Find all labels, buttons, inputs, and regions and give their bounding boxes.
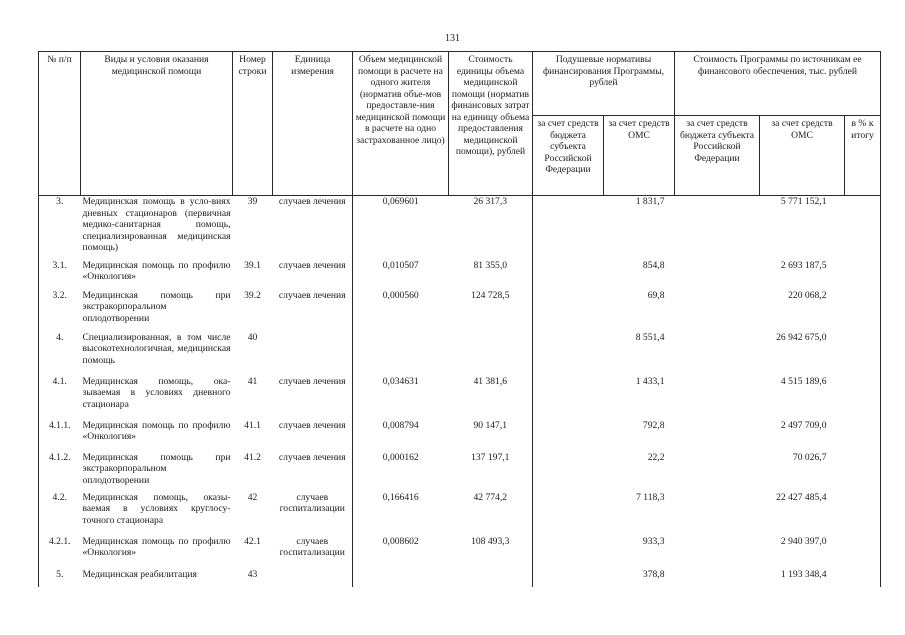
row-program-pct (845, 196, 881, 260)
row-line: 41.2 (244, 451, 261, 463)
row-name: Медицинская помощь, оказы-ваемая в условиях круглосу-точного стационара (82, 491, 231, 526)
row-program-budget (675, 420, 760, 452)
row-unit: случаев лечения (278, 196, 346, 207)
row-volume: 0,166416 (353, 492, 449, 536)
row-name: Медицинская помощь по профилю «Онкология» (82, 419, 231, 442)
page-number: 131 (445, 33, 460, 44)
row-number: 3. (39, 196, 81, 260)
row-program-pct (845, 452, 881, 492)
row-program-oms: 220 068,2 (788, 289, 827, 301)
row-percap-oms: 792,8 (642, 419, 665, 431)
row-number: 4.1. (39, 376, 81, 420)
row-name: Медицинская помощь по профилю «Онкология» (82, 535, 231, 558)
row-unit: случаев госпитализации (279, 535, 345, 558)
table-row (39, 536, 881, 569)
row-program-budget (675, 452, 760, 492)
table-row (39, 452, 881, 492)
header-percap-oms: за счет средств ОМС (604, 116, 675, 196)
row-percap-oms: 933,3 (642, 535, 665, 547)
header-program-oms: за счет средств ОМС (760, 116, 845, 196)
row-cost: 137 197,1 (471, 451, 510, 463)
row-line: 42.1 (244, 535, 261, 547)
row-number: 5. (39, 569, 81, 587)
row-unit (273, 332, 353, 376)
row-name: Медицинская помощь при экстракорпоральном оплодотворении (82, 289, 231, 324)
row-program-budget (675, 290, 760, 332)
row-name: Специализированная, в том числе высокотехнологичная, медицинская помощь (82, 331, 231, 366)
row-program-oms: 5 771 152,1 (780, 196, 827, 207)
row-program-pct (845, 290, 881, 332)
table-row (39, 569, 881, 587)
header-line: Номер строки (233, 52, 273, 196)
row-line: 39.2 (244, 289, 261, 301)
row-program-pct (845, 420, 881, 452)
row-program-oms: 26 942 675,0 (776, 331, 827, 343)
row-number: 3.1. (39, 260, 81, 290)
row-volume (353, 569, 449, 587)
row-program-oms: 2 940 397,0 (780, 535, 827, 547)
row-volume: 0,034631 (353, 376, 449, 420)
row-program-budget (675, 536, 760, 569)
row-program-oms: 70 026,7 (792, 451, 827, 463)
row-volume: 0,000560 (353, 290, 449, 332)
row-program-budget (675, 260, 760, 290)
row-program-oms: 4 515 189,6 (780, 375, 827, 387)
table-row (39, 376, 881, 420)
table-row (39, 492, 881, 536)
row-percap-oms: 378,8 (642, 568, 665, 580)
row-unit: случаев лечения (278, 451, 346, 463)
header-percap: Подушевые нормативы финансирования Программы, рублей (533, 52, 675, 116)
row-percap-budget (533, 492, 604, 536)
row-volume: 0,000162 (353, 452, 449, 492)
row-percap-oms: 7 118,3 (636, 491, 665, 503)
row-program-pct (845, 536, 881, 569)
header-cost: Стоимость единицы объема медицинской помощи (норматив финансовых затрат на единицу объема предоставления медицинской помощи), рублей (449, 52, 533, 196)
row-program-budget (675, 376, 760, 420)
row-program-pct (845, 492, 881, 536)
header-percap-budget: за счет средств бюджета субъекта Российской Федерации (533, 116, 604, 196)
row-cost: 41 381,6 (473, 375, 508, 387)
row-line: 41 (247, 375, 258, 387)
row-percap-budget (533, 569, 604, 587)
financing-table (38, 51, 881, 587)
row-program-oms: 2 497 709,0 (780, 419, 827, 431)
row-number: 3.2. (39, 290, 81, 332)
row-program-oms: 2 693 187,5 (780, 259, 827, 271)
row-percap-oms: 8 551,4 (635, 331, 665, 343)
row-unit: случаев лечения (278, 419, 346, 431)
row-line: 39 (247, 196, 258, 207)
row-program-oms: 22 427 485,4 (776, 491, 827, 503)
header-unit: Единица измерения (273, 52, 353, 196)
row-name: Медицинская помощь в усло-виях дневных стационаров (первичная медико-санитарная помощь, специализированная медицинская помощь) (82, 196, 231, 253)
table-row (39, 332, 881, 376)
row-line: 40 (247, 331, 258, 343)
row-line: 41.1 (244, 419, 261, 431)
header-program: Стоимость Программы по источникам ее финансового обеспечения, тыс. рублей (675, 52, 881, 116)
header-volume: Объем медицинской помощи в расчете на одного жителя (норматив объе-мов предоставле-ния медицинской помощи в расчете на одно застрахованное лицо) (353, 52, 449, 196)
table-row (39, 196, 881, 260)
row-percap-oms: 1 831,7 (635, 196, 665, 207)
row-cost: 108 493,3 (471, 535, 510, 547)
row-percap-oms: 69,8 (647, 289, 665, 301)
row-name: Медицинская реабилитация (82, 568, 197, 580)
row-program-budget (675, 332, 760, 376)
row-number: 4.2. (39, 492, 81, 536)
row-cost: 81 355,0 (473, 259, 508, 271)
row-cost: 90 147,1 (473, 419, 508, 431)
row-line: 39.1 (244, 259, 261, 271)
row-program-budget (675, 492, 760, 536)
row-cost: 42 774,2 (473, 491, 508, 503)
row-cost: 26 317,3 (473, 196, 508, 207)
row-percap-budget (533, 260, 604, 290)
row-program-pct (845, 260, 881, 290)
row-number: 4.1.2. (39, 452, 81, 492)
row-percap-oms: 854,8 (642, 259, 665, 271)
row-cost (449, 569, 533, 587)
row-program-pct (845, 376, 881, 420)
header-kind: Виды и условия оказания медицинской помощи (81, 52, 233, 196)
row-cost: 124 728,5 (471, 289, 510, 301)
row-number: 4.2.1. (39, 536, 81, 569)
row-percap-budget (533, 196, 604, 260)
row-unit: случаев лечения (278, 375, 346, 387)
row-program-oms: 1 193 348,4 (780, 568, 827, 580)
row-volume: 0,008794 (353, 420, 449, 452)
row-percap-budget (533, 332, 604, 376)
row-program-pct (845, 569, 881, 587)
row-line: 42 (247, 491, 258, 503)
row-percap-budget (533, 290, 604, 332)
row-percap-oms: 22,2 (647, 451, 665, 463)
table-row (39, 420, 881, 452)
row-line: 43 (247, 568, 258, 580)
row-unit: случаев лечения (278, 289, 346, 301)
table-row (39, 290, 881, 332)
row-percap-budget (533, 536, 604, 569)
header-program-pct: в % к итогу (845, 116, 881, 196)
row-number: 4. (39, 332, 81, 376)
row-cost (449, 332, 533, 376)
row-percap-oms: 1 433,1 (635, 375, 665, 387)
row-number: 4.1.1. (39, 420, 81, 452)
row-unit (273, 569, 353, 587)
row-program-budget (675, 196, 760, 260)
row-name: Медицинская помощь по профилю «Онкология» (82, 259, 231, 282)
row-volume (353, 332, 449, 376)
header-num: № п/п (39, 52, 81, 196)
row-percap-budget (533, 452, 604, 492)
header-program-budget: за счет средств бюджета субъекта Российской Федерации (675, 116, 760, 196)
row-volume: 0,008602 (353, 536, 449, 569)
row-percap-budget (533, 376, 604, 420)
row-volume: 0,010507 (353, 260, 449, 290)
row-program-budget (675, 569, 760, 587)
row-program-pct (845, 332, 881, 376)
row-unit: случаев госпитализации (279, 491, 345, 514)
table-row (39, 260, 881, 290)
row-name: Медицинская помощь, ока-зываемая в условиях дневного стационара (82, 375, 231, 410)
row-percap-budget (533, 420, 604, 452)
row-volume: 0,069601 (353, 196, 449, 260)
row-name: Медицинская помощь при экстракорпоральном оплодотворении (82, 451, 231, 486)
row-unit: случаев лечения (278, 259, 346, 271)
